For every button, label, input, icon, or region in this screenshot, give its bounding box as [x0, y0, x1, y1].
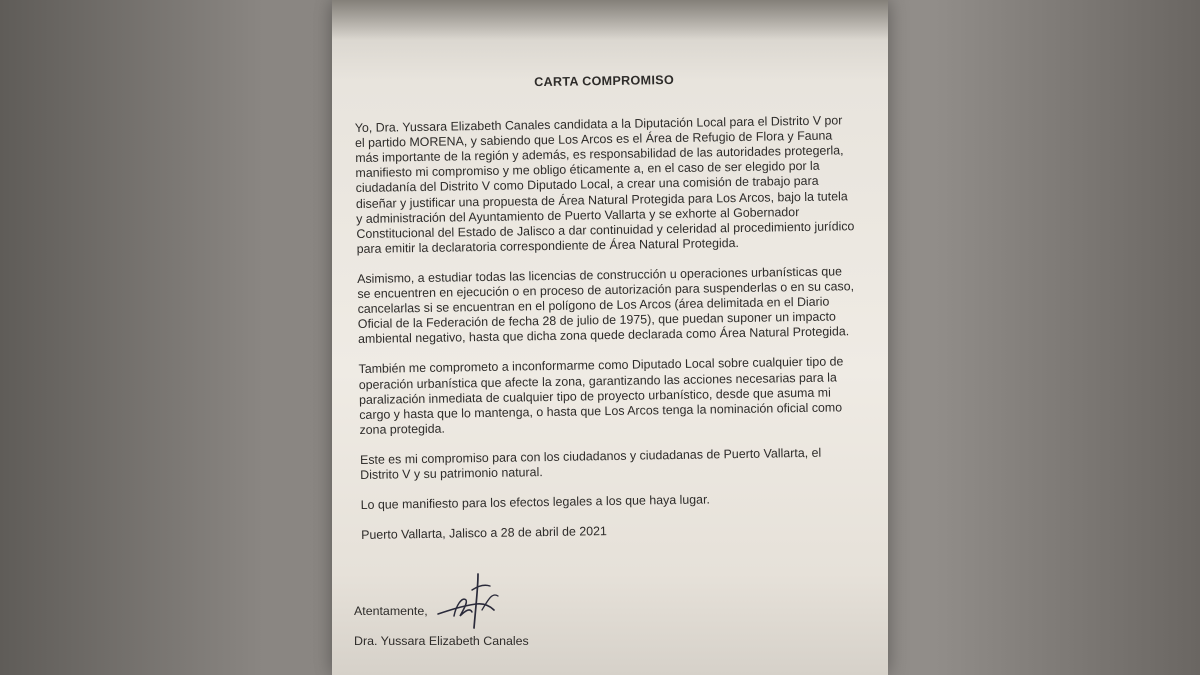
paragraph-citizens: Este es mi compromiso para con los ciudadanos y ciudadanas de Puerto Vallarta, el Distrito V y su patrimonio natural. [359, 445, 822, 482]
paragraph-licenses: Asimismo, a estudiar todas las licencias de construcción u operaciones urbanísticas que se encuentren en ejecución o en proceso de autorización para suspenderlas o en su caso, cancelarlas si se encuentran en el polígono de Los Arcos (área delimitada en el Diario Oficial de la Federación de fecha 28 de julio de 1975), que puedan suponer un impacto ambiental negativo, hasta que dicha zona quede declarada como Área Natural Protegida. [357, 264, 855, 347]
paragraph-opposition: También me comprometo a inconformarme como Diputado Local sobre cualquier tipo de operación urbanística que afecte la zona, garantizando las acciones necesarias para la paralización inmediata de cualquier tipo de proyecto urbanístico, desde que asuma mi cargo y hasta que lo mantenga, o hasta que Los Arcos tenga la nominación oficial como zona protegida. [358, 354, 844, 437]
paragraph-commitment: Yo, Dra. Yussara Elizabeth Canales candidata a la Diputación Local para el Distrito V por el partido MORENA, y sabiendo que Los Arcos es el Área de Refugio de Flora y Fauna más importante de la región y además, es responsabilidad de las autoridades protegerla, manifiesto mi compromiso y me obligo éticamente a, en el caso de ser elegido por la ciudadanía del Distrito V como Diputado Local, a crear una comisión de trabajo para diseñar y justificar una propuesta de Área Natural Protegida para Los Arcos, bajo la tutela y administración del Ayuntamiento de Puerto Vallarta y se exhorte al Gobernador Constitucional del Estado de Jalisco a dar continuidad y celeridad al procedimiento jurídico para emitir la declaratoria correspondiente de Área Natural Protegida. [354, 113, 855, 256]
handwritten-signature [432, 570, 514, 632]
closing-salutation: Atentamente, [354, 604, 428, 618]
letter-paper [332, 0, 888, 675]
paper-shadow [332, 0, 888, 40]
paragraph-legal: Lo que manifiesto para los efectos legales a los que haya lugar. [360, 492, 711, 513]
signer-name: Dra. Yussara Elizabeth Canales [354, 634, 529, 648]
place-date: Puerto Vallarta, Jalisco a 28 de abril de 2021 [361, 524, 607, 543]
letter-title: CARTA COMPROMISO [534, 72, 675, 90]
letter-body [354, 70, 862, 583]
